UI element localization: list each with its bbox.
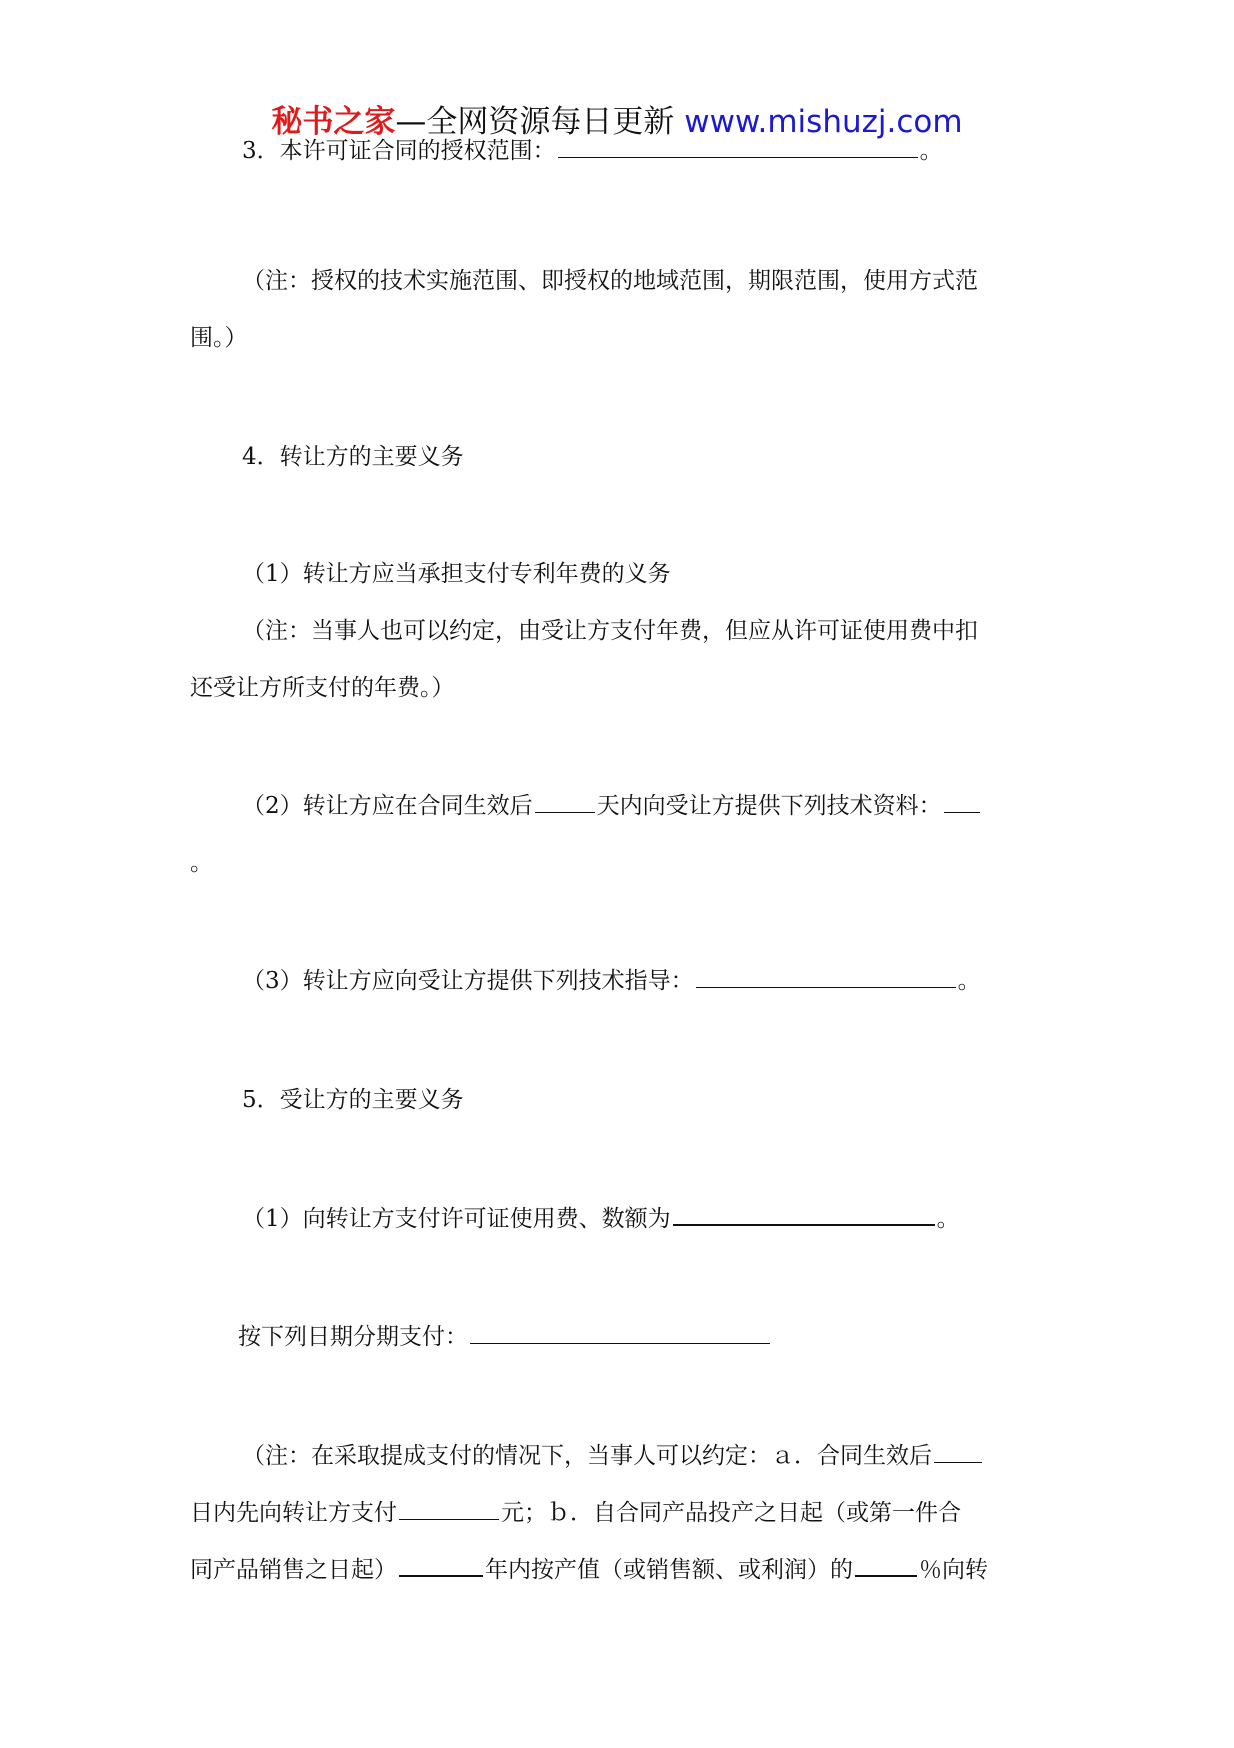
note-3-line-2: 围。） [190, 325, 248, 351]
note-5-line-3: 同产品销售之日起） 年内按产值（或销售额、或利润）的 ％向转 [190, 1553, 988, 1587]
tech-guidance-blank[interactable] [696, 965, 956, 988]
note-5-line-1: （注：在采取提成支付的情况下，当事人可以约定：ａ．合同生效后 [242, 1439, 984, 1473]
percent-blank[interactable] [855, 1553, 917, 1577]
installment-dates-blank[interactable] [470, 1321, 770, 1344]
clause-4-2: （2）转让方应在合同生效后 天内向受让方提供下列技术资料： [242, 789, 982, 823]
clause-5-heading: 5．受让方的主要义务 [242, 1087, 464, 1113]
note-5-line-2: 日内先向转让方支付 元；ｂ．自合同产品投产之日起（或第一件合 [190, 1496, 961, 1530]
clause-4-3: （3）转让方应向受让方提供下列技术指导： 。 [242, 964, 981, 998]
brand-name: 秘书之家 [271, 104, 396, 140]
clause-5-1: （1）向转让方支付许可证使用费、数额为 。 [242, 1202, 960, 1236]
clause-3-text: 3．本许可证合同的授权范围： [242, 138, 556, 164]
note-3-line-1: （注：授权的技术实施范围、即授权的地域范围，期限范围，使用方式范 [242, 268, 978, 294]
license-fee-amount-blank[interactable] [673, 1202, 935, 1226]
days-after-effect-blank[interactable] [934, 1440, 982, 1463]
days-blank[interactable] [535, 790, 595, 813]
tech-materials-blank[interactable] [944, 790, 980, 813]
note-4-1-line-1: （注：当事人也可以约定，由受让方支付年费，但应从许可证使用费中扣 [242, 618, 978, 644]
clause-4-2-end: 。 [190, 850, 213, 876]
years-blank[interactable] [399, 1553, 483, 1577]
header-slogan: —全网资源每日更新 [395, 104, 675, 140]
clause-4-heading: 4．转让方的主要义务 [242, 444, 464, 470]
site-url-link[interactable]: www.mishuzj.com [684, 104, 963, 140]
note-4-1-line-2: 还受让方所支付的年费。） [190, 675, 455, 701]
initial-payment-blank[interactable] [399, 1497, 499, 1520]
clause-3: 3．本许可证合同的授权范围： 。 [242, 134, 943, 168]
authorization-scope-blank[interactable] [558, 135, 918, 158]
clause-4-1: （1）转让方应当承担支付专利年费的义务 [242, 561, 671, 587]
installment-line: 按下列日期分期支付： [238, 1320, 772, 1354]
